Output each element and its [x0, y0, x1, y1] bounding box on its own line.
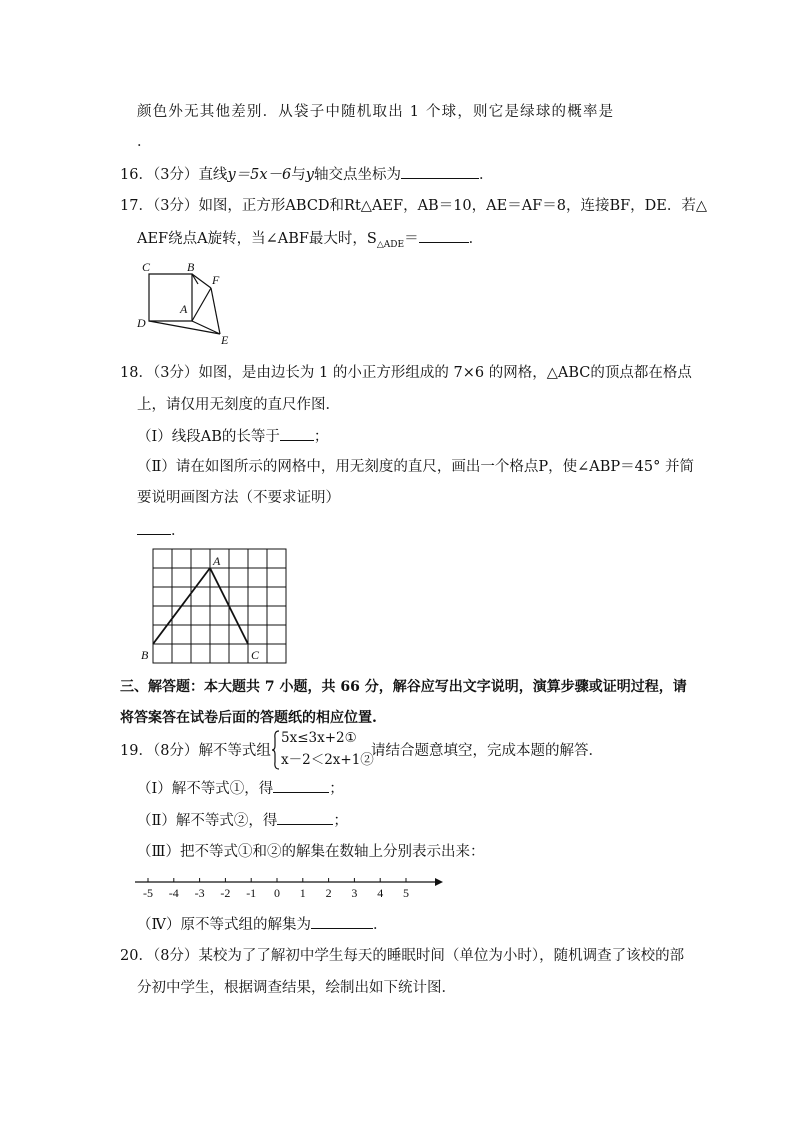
q20-score: （8分）	[152, 948, 199, 964]
number-line-tick-label: -2	[220, 886, 231, 900]
label-d: D	[137, 316, 146, 330]
grid-label-a: A	[213, 554, 221, 568]
number-line-tick-label: 1	[299, 886, 306, 900]
q18-grid-figure	[138, 547, 293, 665]
q16-score: （3分）	[152, 167, 199, 183]
segment-af	[192, 288, 211, 321]
q19-inequality-2: x－2＜2x+1②	[281, 752, 374, 768]
number-line-tick-label: 3	[351, 886, 358, 900]
q17-line2	[137, 228, 483, 255]
question-20	[120, 946, 684, 966]
q18-score: （3分）	[152, 365, 199, 381]
q17-score: （3分）	[152, 198, 199, 214]
segment-fe	[211, 288, 220, 334]
grid-label-b: B	[141, 648, 149, 662]
q19-part1-blank[interactable]	[273, 778, 329, 793]
q18-part1-blank[interactable]	[280, 426, 314, 441]
q19-brace	[271, 730, 281, 770]
q19-number: 19．	[120, 743, 153, 759]
number-line-tick-label: 4	[377, 886, 384, 900]
q19-part2-text: （Ⅱ）解不等式②，得	[137, 813, 278, 829]
q19-part2-end: ；	[333, 813, 348, 829]
q18-part1-text: （Ⅰ）线段AB的长等于	[137, 429, 280, 445]
q17-line1: 如图，正方形ABCD和Rt△AEF，AB＝10，AE＝AF＝8，连接BF，DE．若△	[198, 198, 708, 214]
q16-text-b: 与	[291, 167, 306, 183]
number-line-tick-label: -4	[168, 886, 179, 900]
label-c: C	[142, 260, 151, 274]
q19-part2-blank[interactable]	[277, 810, 333, 825]
q15-answer-dot: ．	[137, 134, 152, 150]
label-e: E	[221, 333, 229, 347]
q18-part1-end: ；	[313, 429, 329, 445]
q16-end: ．	[478, 167, 494, 183]
question-18	[120, 363, 692, 383]
label-a: A	[180, 302, 188, 316]
q19-inequality-1: 5x≤3x+2①	[281, 730, 357, 746]
number-line-arrow	[435, 878, 443, 886]
q17-answer-blank[interactable]	[419, 228, 469, 243]
q16-equation: y＝5x－6	[227, 167, 292, 183]
q19-score: （8分）	[152, 743, 199, 759]
number-line-tick-label: -3	[194, 886, 205, 900]
q17-equals: ＝	[404, 231, 419, 247]
q19-part3: （Ⅲ）把不等式①和②的解集在数轴上分别表示出来：	[137, 844, 485, 860]
q17-subscript: △ADE	[376, 239, 405, 250]
q19-part1	[137, 778, 344, 799]
q17-end: ．	[468, 231, 484, 247]
number-line-tick-label: -1	[246, 886, 257, 900]
label-f: F	[212, 273, 220, 287]
section-3-heading: 三、解答题：本大题共 7 小题，共 66 分，解谷应写出文字说明，演算步骤或证明过程，请	[120, 679, 687, 695]
q16-text-c: 轴交点坐标为	[313, 167, 401, 183]
q19-part4-blank[interactable]	[311, 914, 373, 929]
question-17	[120, 196, 707, 216]
number-line-tick-label: 2	[325, 886, 332, 900]
q16-answer-blank[interactable]	[401, 164, 479, 179]
q16-text: 直线	[198, 167, 228, 183]
q19-part4-text: （Ⅳ）原不等式组的解集为	[137, 917, 311, 933]
q16-y-var: y	[305, 167, 314, 183]
q18-part2-end: ．	[171, 523, 186, 539]
q18-part2-blank[interactable]	[137, 520, 171, 535]
q18-line1: 如图，是由边长为 1 的小正方形组成的 7×6 的网格，△ABC的顶点都在格点	[198, 365, 692, 381]
q17-line2-text: AEF绕点A旋转，当∠ABF最大时，S	[137, 231, 377, 247]
q18-number: 18．	[120, 365, 153, 381]
q20-line2: 分初中学生，根据调查结果，绘制出如下统计图．	[137, 980, 456, 996]
q19-text-a: 解不等式组	[198, 743, 271, 759]
q19-part4	[137, 914, 388, 935]
grid-label-c: C	[251, 648, 260, 662]
question-19	[120, 741, 271, 761]
q18-part2b: 要说明画图方法（不要求证明）	[137, 490, 340, 506]
number-line-tick-label: 0	[274, 886, 280, 900]
q19-part2	[137, 810, 348, 831]
q19-part4-end: ．	[373, 917, 388, 933]
q17-number: 17．	[120, 198, 153, 214]
number-line	[135, 870, 450, 902]
segment-de	[149, 321, 220, 334]
q19-part1-text: （Ⅰ）解不等式①，得	[137, 781, 274, 797]
q20-line1: 某校为了了解初中学生每天的睡眠时间（单位为小时），随机调查了该校的部	[198, 948, 685, 964]
segment-ae	[192, 321, 220, 334]
q16-number: 16．	[120, 167, 153, 183]
section-3-heading-line2: 将答案答在试卷后面的答题纸的相应位置.	[120, 710, 377, 726]
segment-bf	[192, 274, 211, 288]
number-line-tick-label: 5	[403, 886, 409, 900]
q19-text-b: 请结合题意填空，完成本题的解答．	[371, 743, 603, 759]
number-line-tick-label: -5	[143, 886, 153, 900]
label-b: B	[187, 260, 195, 274]
q20-number: 20．	[120, 948, 153, 964]
q19-part1-end: ；	[329, 781, 344, 797]
q18-part1	[137, 426, 328, 447]
q18-line2: 上，请仅用无刻度的直尺作图．	[137, 397, 340, 413]
q17-figure	[134, 256, 244, 348]
q18-part2: （Ⅱ）请在如图所示的网格中，用无刻度的直尺，画出一个格点P，使∠ABP＝45° 并简	[137, 459, 694, 475]
question-16	[120, 164, 493, 185]
q15-continuation: 颜色外无其他差别．从袋子中随机取出 1 个球，则它是绿球的概率是	[137, 104, 615, 120]
q18-part2-answer	[137, 520, 186, 541]
